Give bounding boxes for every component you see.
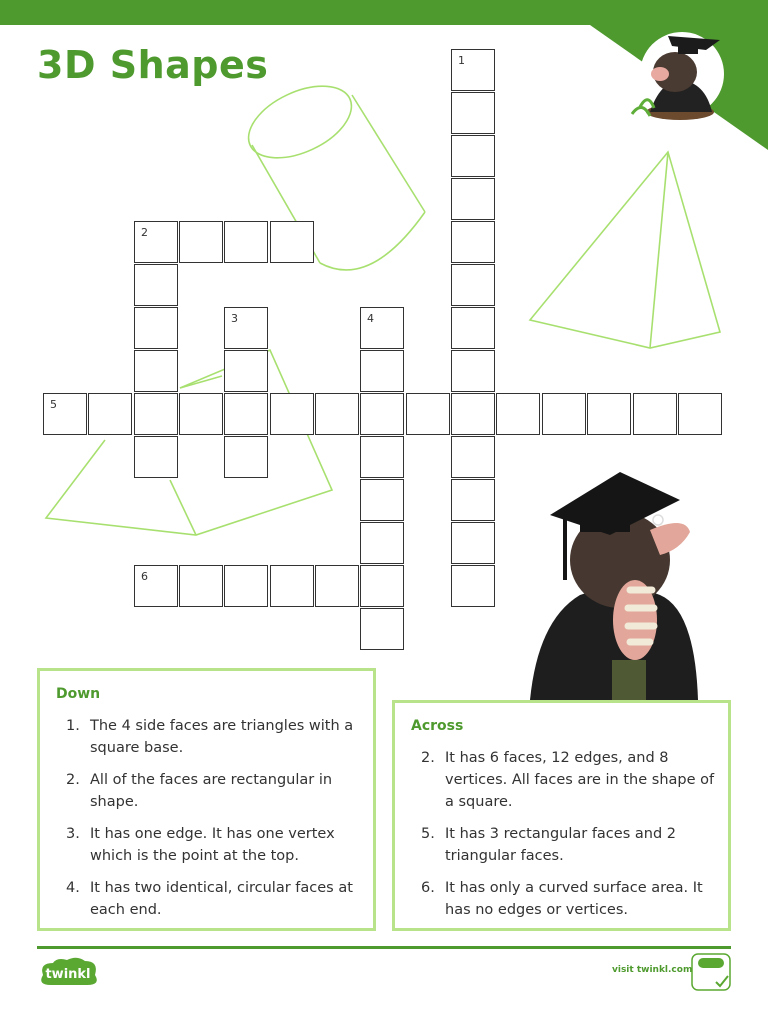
grid-cell[interactable] xyxy=(360,350,404,392)
grid-cell[interactable] xyxy=(315,393,359,435)
footer-divider xyxy=(37,946,731,949)
visit-link[interactable]: visit twinkl.com xyxy=(612,965,693,975)
grid-cell[interactable] xyxy=(451,264,495,306)
clue-item xyxy=(411,747,718,813)
grid-cell[interactable] xyxy=(224,565,268,607)
clue-number: 3 xyxy=(231,312,238,325)
mole-mascot-small xyxy=(620,22,740,122)
grid-cell[interactable] xyxy=(451,49,495,91)
clue-item-number: 2. xyxy=(421,750,435,766)
grid-cell[interactable] xyxy=(179,565,223,607)
grid-cell[interactable] xyxy=(451,350,495,392)
grid-cell[interactable] xyxy=(224,221,268,263)
grid-cell[interactable] xyxy=(134,565,178,607)
clue-item xyxy=(56,823,363,867)
grid-cell[interactable] xyxy=(360,393,404,435)
grid-cell[interactable] xyxy=(134,221,178,263)
grid-cell[interactable] xyxy=(451,307,495,349)
clue-item xyxy=(56,769,363,813)
clue-item xyxy=(411,823,718,867)
grid-cell[interactable] xyxy=(633,393,677,435)
mole-mascot-graduate xyxy=(520,470,720,702)
clue-item-text: All of the faces are rectangular in shape. xyxy=(90,772,333,810)
grid-cell[interactable] xyxy=(542,393,586,435)
clue-number: 5 xyxy=(50,398,57,411)
grid-cell[interactable] xyxy=(270,393,314,435)
clue-number: 6 xyxy=(141,570,148,583)
grid-cell[interactable] xyxy=(224,307,268,349)
grid-cell[interactable] xyxy=(224,393,268,435)
grid-cell[interactable] xyxy=(496,393,540,435)
grid-cell[interactable] xyxy=(360,307,404,349)
grid-cell[interactable] xyxy=(134,436,178,478)
grid-cell[interactable] xyxy=(451,135,495,177)
grid-cell[interactable] xyxy=(678,393,722,435)
clue-item-text: It has 6 faces, 12 edges, and 8 vertices. All faces are in the shape of a square. xyxy=(445,750,715,810)
clue-item-text: It has one edge. It has one vertex which is the point at the top. xyxy=(90,826,335,864)
clue-item-text: The 4 side faces are triangles with a square base. xyxy=(90,718,354,756)
down-clues-panel xyxy=(37,668,376,931)
grid-cell[interactable] xyxy=(134,307,178,349)
grid-cell[interactable] xyxy=(360,479,404,521)
grid-cell[interactable] xyxy=(134,264,178,306)
grid-cell[interactable] xyxy=(451,522,495,564)
clue-item-number: 1. xyxy=(66,718,80,734)
prism-outline xyxy=(46,350,332,535)
grid-cell[interactable] xyxy=(224,350,268,392)
across-clues-panel xyxy=(392,700,731,931)
down-clue-list xyxy=(56,715,363,931)
grid-cell[interactable] xyxy=(451,479,495,521)
grid-cell[interactable] xyxy=(360,565,404,607)
clue-item-text: It has only a curved surface area. It has no edges or vertices. xyxy=(445,880,703,918)
clue-item-number: 3. xyxy=(66,826,80,842)
grid-cell[interactable] xyxy=(451,436,495,478)
grid-cell[interactable] xyxy=(134,350,178,392)
grid-cell[interactable] xyxy=(406,393,450,435)
twinkl-logo[interactable] xyxy=(37,955,101,989)
clue-item xyxy=(56,715,363,759)
grid-cell[interactable] xyxy=(315,565,359,607)
clue-item-number: 5. xyxy=(421,826,435,842)
clue-item xyxy=(411,877,718,921)
clue-item-text: It has 3 rectangular faces and 2 triangular faces. xyxy=(445,826,676,864)
grid-cell[interactable] xyxy=(360,436,404,478)
clue-item-number: 2. xyxy=(66,772,80,788)
grid-cell[interactable] xyxy=(179,393,223,435)
page-title: 3D Shapes xyxy=(37,43,269,87)
grid-cell[interactable] xyxy=(88,393,132,435)
across-clue-list xyxy=(411,747,718,931)
grid-cell[interactable] xyxy=(451,92,495,134)
grid-cell[interactable] xyxy=(43,393,87,435)
grid-cell[interactable] xyxy=(270,221,314,263)
pyramid-outline xyxy=(530,152,720,348)
logo-text: twinkl xyxy=(45,967,91,982)
clue-item-number: 6. xyxy=(421,880,435,896)
clue-item-text: It has two identical, circular faces at each end. xyxy=(90,880,353,918)
grid-cell[interactable] xyxy=(270,565,314,607)
grid-cell[interactable] xyxy=(587,393,631,435)
across-heading: Across xyxy=(411,718,464,734)
clue-number: 1 xyxy=(458,54,465,67)
grid-cell[interactable] xyxy=(224,436,268,478)
clue-item xyxy=(56,877,363,921)
clue-number: 2 xyxy=(141,226,148,239)
grid-cell[interactable] xyxy=(179,221,223,263)
grid-cell[interactable] xyxy=(360,522,404,564)
grid-cell[interactable] xyxy=(451,221,495,263)
grid-cell[interactable] xyxy=(451,393,495,435)
grid-cell[interactable] xyxy=(451,178,495,220)
grid-cell[interactable] xyxy=(134,393,178,435)
clue-item-number: 4. xyxy=(66,880,80,896)
grid-cell[interactable] xyxy=(451,565,495,607)
down-heading: Down xyxy=(56,686,101,702)
clue-number: 4 xyxy=(367,312,374,325)
quality-badge xyxy=(690,952,732,992)
grid-cell[interactable] xyxy=(360,608,404,650)
